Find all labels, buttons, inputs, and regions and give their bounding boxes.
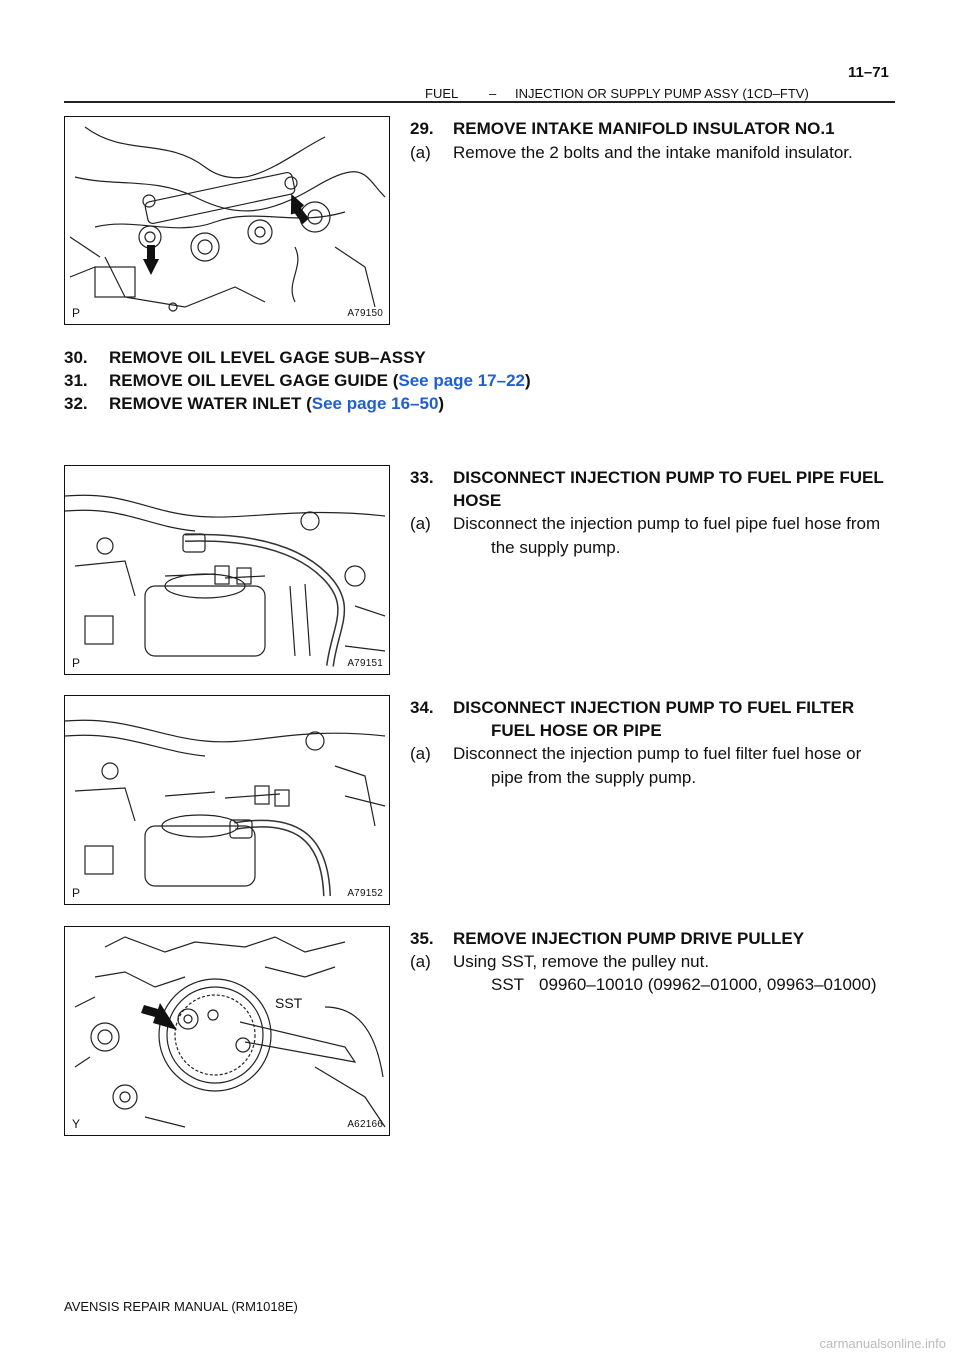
engine-illustration xyxy=(65,117,389,324)
step-35-sub-line1: Using SST, remove the pulley nut. xyxy=(453,952,710,971)
step-33-number: 33. xyxy=(410,468,434,487)
figure-id: A79150 xyxy=(347,308,383,319)
step-32-number: 32. xyxy=(64,394,88,413)
step-33-sub-marker: (a) xyxy=(410,514,431,533)
step-35-number: 35. xyxy=(410,929,434,948)
page-number: 11–71 xyxy=(848,64,889,81)
step-30-title: REMOVE OIL LEVEL GAGE SUB–ASSY xyxy=(109,348,426,367)
step-34-sub-marker: (a) xyxy=(410,744,431,763)
step-34-title-line1: DISCONNECT INJECTION PUMP TO FUEL FILTER xyxy=(453,698,855,717)
figure-prefix: P xyxy=(72,306,81,320)
figure-prefix: P xyxy=(72,886,81,900)
figure-intake-manifold-insulator xyxy=(64,116,390,325)
step-30-number: 30. xyxy=(64,348,88,367)
arrow-icon xyxy=(141,1003,177,1030)
step-32-link[interactable]: See page 16–50 xyxy=(311,394,439,413)
step-31-link[interactable]: See page 17–22 xyxy=(398,371,526,390)
header-rule xyxy=(64,101,895,103)
step-29-number: 29. xyxy=(410,119,434,138)
step-34-sub-line2: pipe from the supply pump. xyxy=(491,768,697,787)
step-34-sub-line1: Disconnect the injection pump to fuel filter fuel hose or xyxy=(453,744,862,763)
header-dash: – xyxy=(489,86,497,101)
figure-fuel-filter-hose xyxy=(64,695,390,905)
step-31-number: 31. xyxy=(64,371,88,390)
step-33-title-line1: DISCONNECT INJECTION PUMP TO FUEL PIPE FUEL xyxy=(453,468,884,487)
engine-illustration xyxy=(65,466,389,674)
arrow-icon xyxy=(143,245,159,275)
engine-illustration xyxy=(65,927,389,1135)
step-35-sub-marker: (a) xyxy=(410,952,431,971)
step-35-title: REMOVE INJECTION PUMP DRIVE PULLEY xyxy=(453,929,805,948)
figure-fuel-pipe-hose xyxy=(64,465,390,675)
figure-id: A79151 xyxy=(347,658,383,669)
figure-id: A62166 xyxy=(347,1119,383,1130)
footer-manual-id: AVENSIS REPAIR MANUAL (RM1018E) xyxy=(64,1299,298,1314)
figure-drive-pulley xyxy=(64,926,390,1136)
step-35-sst-value: 09960–10010 (09962–01000, 09963–01000) xyxy=(539,975,877,994)
step-33-title-line2: HOSE xyxy=(453,491,502,510)
step-31-title: REMOVE OIL LEVEL GAGE GUIDE ( xyxy=(109,371,399,390)
header-section: FUEL xyxy=(425,86,459,101)
step-29-title: REMOVE INTAKE MANIFOLD INSULATOR NO.1 xyxy=(453,119,835,138)
figure-prefix: Y xyxy=(72,1117,81,1131)
step-32-title: REMOVE WATER INLET ( xyxy=(109,394,312,413)
step-33-sub-line1: Disconnect the injection pump to fuel pipe fuel hose from xyxy=(453,514,881,533)
step-35-sst-label: SST xyxy=(491,975,525,994)
step-32-close: ) xyxy=(438,394,445,413)
step-31-line xyxy=(109,370,531,391)
step-29-sub-text: Remove the 2 bolts and the intake manifold insulator. xyxy=(453,143,853,162)
step-29-sub-marker: (a) xyxy=(410,143,431,162)
engine-illustration xyxy=(65,696,389,904)
watermark: carmanualsonline.info xyxy=(819,1336,946,1351)
step-34-title-line2: FUEL HOSE OR PIPE xyxy=(491,721,662,740)
step-31-close: ) xyxy=(525,371,531,390)
step-32-line xyxy=(109,393,444,414)
figure-id: A79152 xyxy=(347,888,383,899)
header-title: INJECTION OR SUPPLY PUMP ASSY (1CD–FTV) xyxy=(515,86,809,101)
step-33-sub-line2: the supply pump. xyxy=(491,538,621,557)
sst-callout: SST xyxy=(275,995,303,1011)
step-34-number: 34. xyxy=(410,698,434,717)
figure-prefix: P xyxy=(72,656,81,670)
